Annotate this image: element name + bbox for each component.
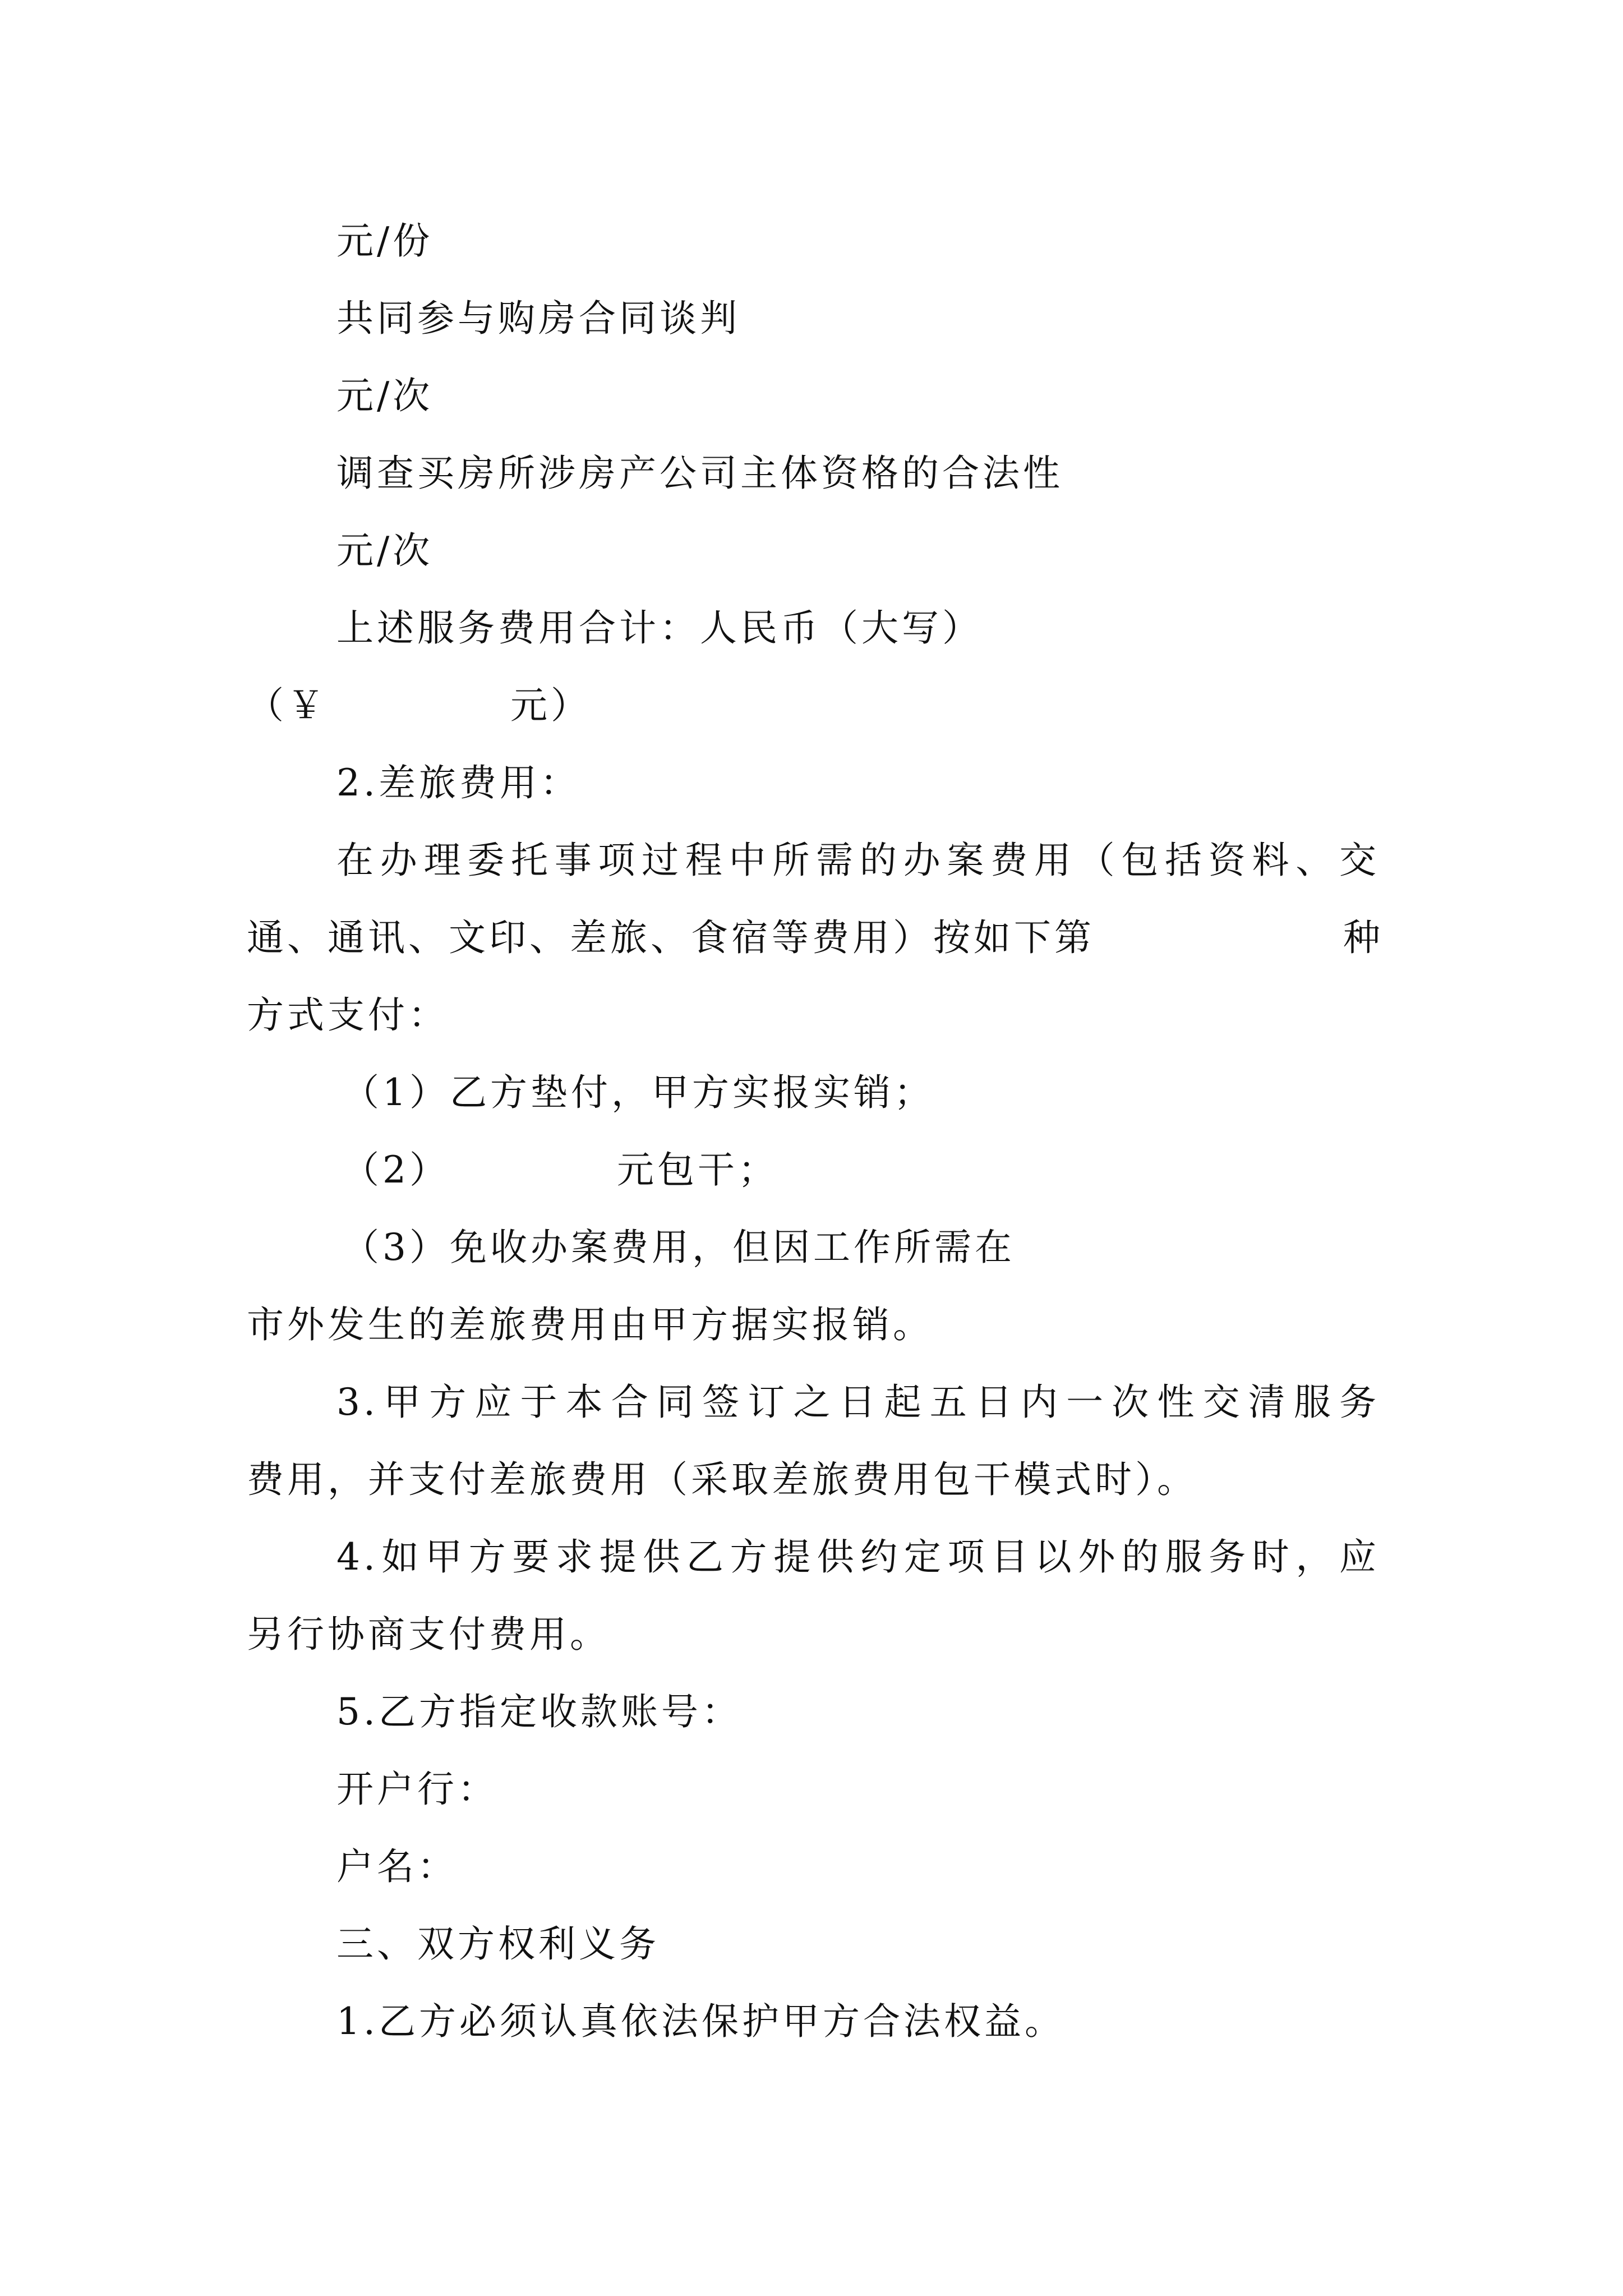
service-item-developer-investigation: 调查买房所涉房产公司主体资格的合法性: [336, 452, 1063, 495]
payment-option-2-label: （2）: [342, 1148, 450, 1191]
paragraph-line-end: 种: [1343, 916, 1384, 959]
paragraph-line: 方式支付：: [247, 993, 449, 1037]
payment-option-2-text: 元包干；: [617, 1148, 778, 1191]
clause-3-line-2: 费用，并支付差旅费用（采取差旅费用包干模式时）。: [247, 1458, 1197, 1501]
paragraph-line: 在办理委托事项过程中所需的办案费用（包括资料、交: [336, 839, 1380, 882]
paragraph-line: 市外发生的差旅费用由甲方据实报销。: [247, 1303, 933, 1346]
fee-unit-per-time: 元/次: [336, 529, 434, 572]
fee-unit-per-time: 元/次: [336, 374, 434, 417]
clause-5-heading: 5.乙方指定收款账号：: [336, 1690, 742, 1733]
section-rights-obligations-heading: 三、双方权利义务: [336, 1922, 660, 1966]
clause-4-line-1: 4.如甲方要求提供乙方提供约定项目以外的服务时，应: [336, 1535, 1380, 1579]
service-item-contract-negotiation: 共同参与购房合同谈判: [336, 297, 740, 340]
service-fee-total-label: 上述服务费用合计：人民币（大写）: [336, 606, 983, 650]
fee-unit-per-copy: 元/份: [336, 219, 434, 263]
account-name-label: 户名：: [336, 1845, 458, 1888]
yuan-amount-open: （￥: [247, 684, 328, 727]
payment-option-3: （3）免收办案费用，但因工作所需在: [342, 1226, 1015, 1269]
rights-clause-1: 1.乙方必须认真依法保护甲方合法权益。: [336, 2000, 1065, 2043]
yuan-amount-close: 元）: [510, 684, 591, 727]
payment-option-1: （1）乙方垫付，甲方实报实销；: [342, 1071, 934, 1114]
clause-3-line-1: 3.甲方应于本合同签订之日起五日内一次性交清服务: [336, 1381, 1380, 1424]
paragraph-line: 通、通讯、文印、差旅、食宿等费用）按如下第: [247, 916, 1095, 959]
bank-label: 开户行：: [336, 1768, 498, 1811]
clause-4-line-2: 另行协商支付费用。: [247, 1613, 610, 1656]
section-travel-expenses-heading: 2.差旅费用：: [336, 761, 580, 804]
